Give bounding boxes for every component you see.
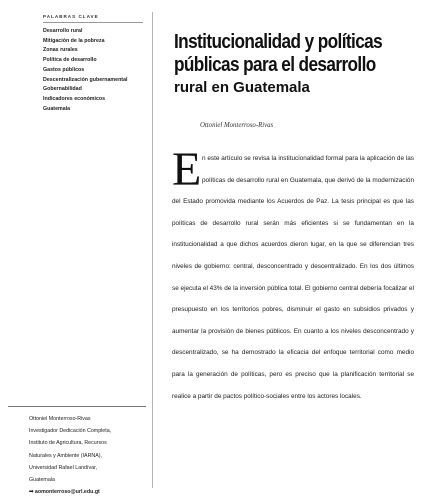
drop-cap: E <box>172 143 202 196</box>
keyword-item: Descentralización gubernamental <box>43 76 128 83</box>
author-affiliation-line: Investigador Dedicación Completa, <box>29 428 112 435</box>
keywords-list <box>43 27 127 114</box>
keyword-item: Desarrollo rural <box>43 28 83 34</box>
author-email-link[interactable]: ➡ aomonterroso@url.edu.gt <box>29 489 100 496</box>
keyword-item: Política de desarrollo <box>43 57 97 64</box>
author-affiliation-line: Instituto de Agricultura, Recursos <box>29 440 107 447</box>
author-affiliation-line: Universidad Rafael Landívar, <box>29 464 98 471</box>
keyword-item: Guatemala <box>43 105 71 112</box>
keywords-heading: PALABRAS CLAVE <box>43 14 99 19</box>
article-abstract <box>172 143 414 407</box>
column-divider <box>152 12 153 488</box>
sidebar <box>0 0 150 500</box>
keyword-item: Mitigación de la pobreza <box>43 37 105 44</box>
keyword-item: Gobernabilidad <box>43 86 82 93</box>
article-author: Ottoniel Monterroso-Rivas <box>200 122 274 129</box>
author-affiliation-line: Naturales y Ambiente (IARNA), <box>29 452 103 459</box>
abstract-text: n este artículo se revisa la institucionalidad formal para la aplicación de las políticas de desarrollo rural en Guatemala, que derivó de la modernización del Estado promovida mediante los Acuerdos de Paz. La tesis principal es que las políticas de desarrollo rural serán más eficientes si se fundamentan en la institucionalidad a que dichos acuerdos dieron lugar, en la que se diferencian tres niveles de gobierno: central, desconcentrado y descentralizado. En los dos últimos se ejecuta el 43% de la inversión pública total. El gobierno central debería focalizar el presupuesto en los territorios pobres, disminuir el gasto en subsidios privados y aumentar la provisión de bienes públicos. En cuanto a los niveles desconcentrado y descentralizado, se ha demostrado la eficacia del enfoque territorial como medio para la generación de políticas, pero es preciso que la planificación territorial se realice a partir de pactos político-sociales entre los actores locales. <box>172 155 414 400</box>
keyword-item: Indicadores económicos <box>43 95 106 102</box>
author-affiliation-line: Guatemala <box>29 477 55 484</box>
author-affiliation <box>29 413 149 498</box>
keyword-item: Zonas rurales <box>43 47 78 54</box>
author-divider <box>8 406 146 407</box>
article-subtitle: rural en Guatemala <box>174 79 310 96</box>
article-title: Institucionalidad y políticas públicas para el desarrollo <box>174 31 383 76</box>
keywords-divider <box>43 22 143 23</box>
keyword-item: Gastos públicos <box>43 66 85 73</box>
author-affiliation-line: Ottoniel Monterroso-Rivas <box>29 416 91 422</box>
